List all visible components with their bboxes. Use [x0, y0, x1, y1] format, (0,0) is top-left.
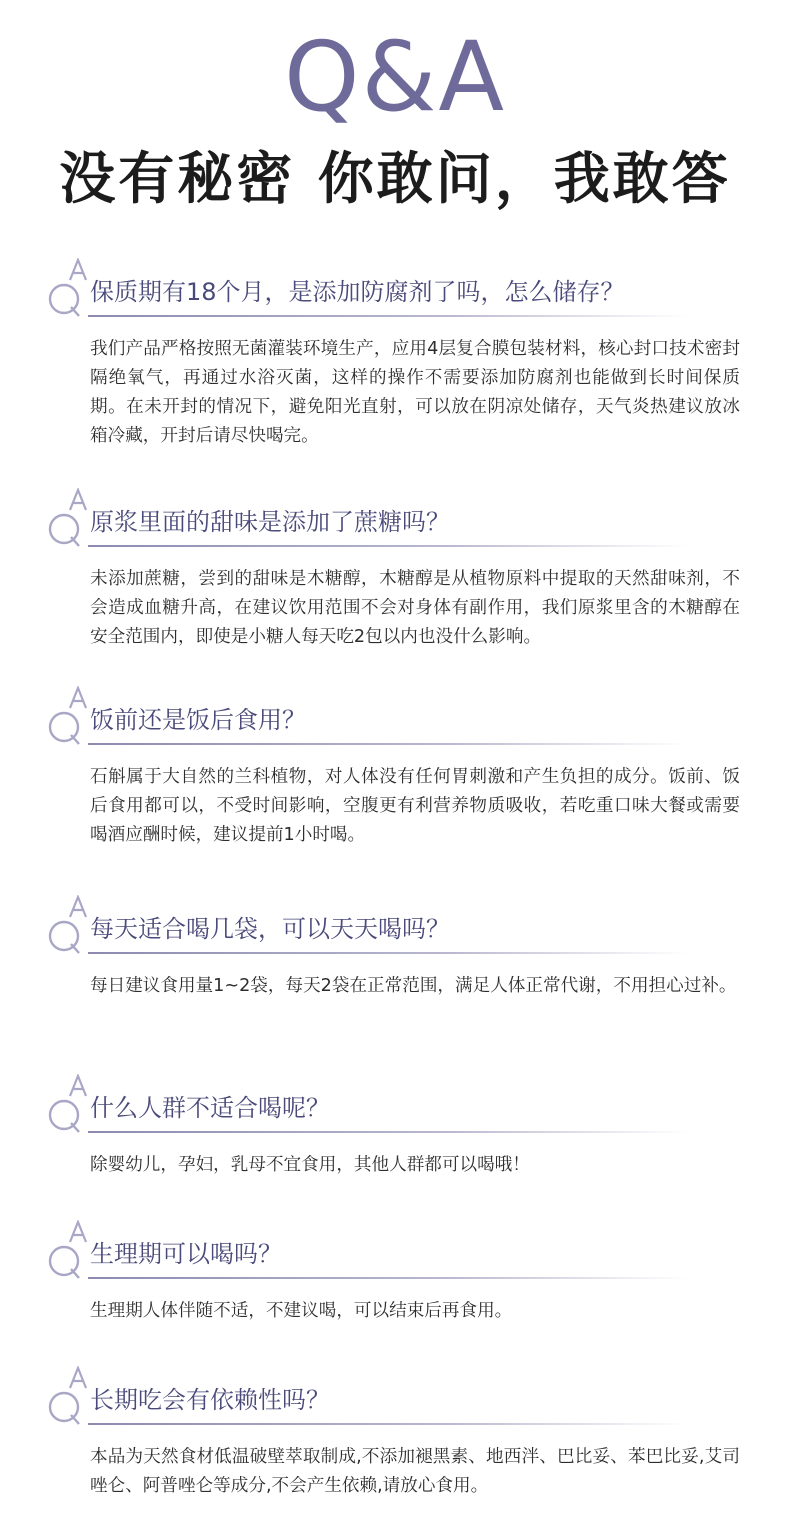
answer-text: 每日建议食用量1~2袋，每天2袋在正常范围，满足人体正常代谢，不用担心过补。: [90, 976, 737, 996]
question-text: 什么人群不适合喝呢？: [90, 1094, 330, 1122]
question-text: 原浆里面的甜味是添加了蔗糖吗？: [90, 508, 450, 536]
answer-text: 我们产品严格按照无菌灌装环境生产，应用4层复合膜包装材料，核心封口技术密封隔绝氧气，再通过水浴灭菌，这样的操作不需要添加防腐剂也能做到长时间保质期。在未开封的情况下，避免阳光直射，可以放在阴凉处储存，天气炎热建议放冰箱冷藏，开封后请尽快喝完。: [90, 339, 740, 446]
answer-text: 石斛属于大自然的兰科植物，对人体没有任何胃刺激和产生负担的成分。饭前、饭后食用都可以，不受时间影响，空腹更有利营养物质吸收，若吃重口味大餐或需要喝酒应酬时候，建议提前1小时喝。: [90, 767, 740, 845]
question-divider: [88, 1131, 688, 1133]
question-text: 长期吃会有依赖性吗？: [90, 1386, 330, 1414]
question-divider: [88, 1277, 688, 1279]
question-divider: [88, 743, 688, 745]
question-divider: [88, 545, 688, 547]
question-text: 饭前还是饭后食用？: [90, 706, 306, 734]
question-divider: [88, 1423, 688, 1425]
answer-text: 生理期人体伴随不适，不建议喝，可以结束后再食用。: [90, 1301, 513, 1321]
answer-text: 未添加蔗糖，尝到的甜味是木糖醇，木糖醇是从植物原料中提取的天然甜味剂，不会造成血糖升高，在建议饮用范围不会对身体有副作用，我们原浆里含的木糖醇在安全范围内，即使是小糖人每天吃2包以内也没什么影响。: [90, 569, 740, 647]
qa-mark-icon: [44, 686, 92, 746]
qa-mark-icon: [44, 1220, 92, 1280]
qa-mark-icon: [44, 1366, 92, 1426]
qa-mark-icon: [44, 488, 92, 548]
question-text: 保质期有18个月，是添加防腐剂了吗，怎么储存？: [90, 278, 625, 306]
qa-mark-icon: [44, 258, 92, 318]
question-divider: [88, 315, 688, 317]
question-divider: [88, 952, 688, 954]
answer-text: 除婴幼儿，孕妇，乳母不宜食用，其他人群都可以喝哦！: [90, 1155, 530, 1175]
qa-mark-icon: [44, 895, 92, 955]
question-text: 每天适合喝几袋，可以天天喝吗？: [90, 915, 450, 943]
qa-mark-icon: [44, 1074, 92, 1134]
page-title: Q&A: [283, 21, 507, 133]
answer-text: 本品为天然食材低温破壁萃取制成,不添加褪黑素、地西泮、巴比妥、苯巴比妥,艾司唑仑、阿普唑仑等成分,不会产生依赖,请放心食用。: [90, 1447, 740, 1496]
page-subtitle: 没有秘密 你敢问，我敢答: [59, 147, 731, 212]
question-text: 生理期可以喝吗？: [90, 1240, 282, 1268]
